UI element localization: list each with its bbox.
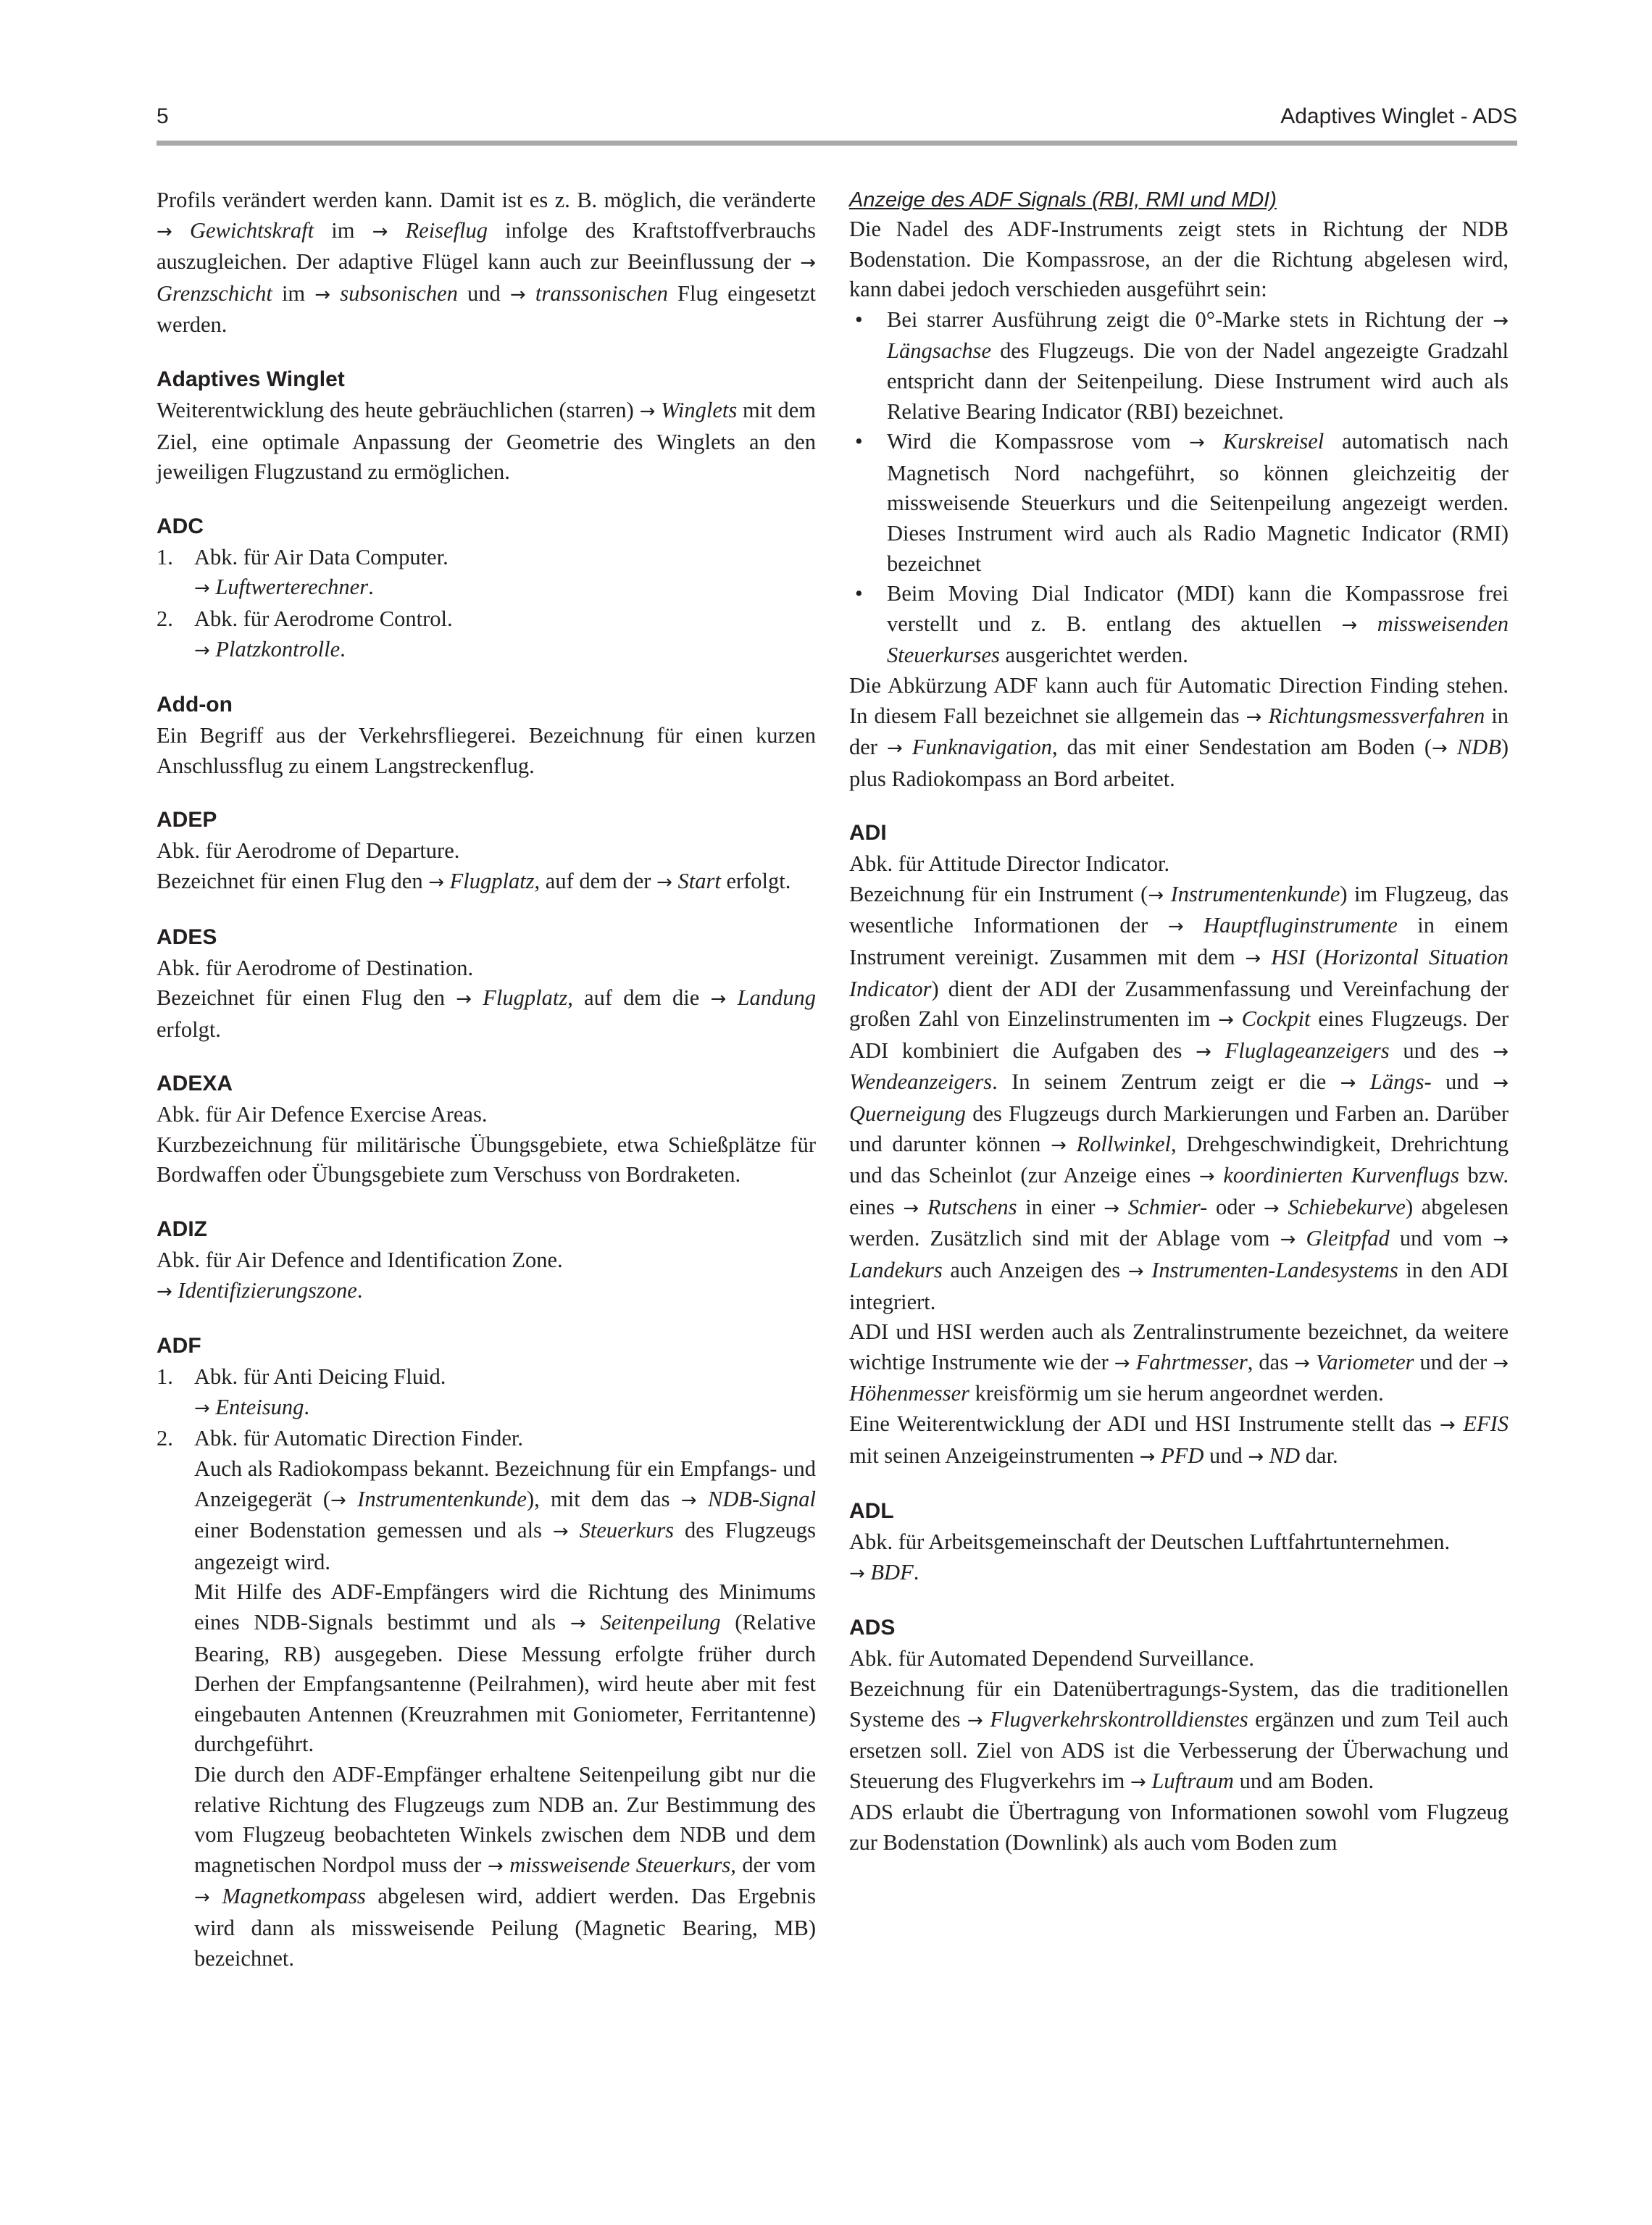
arrow-icon: →	[1439, 1414, 1456, 1436]
cross-reference[interactable]: Kurskreisel	[1222, 429, 1324, 454]
arrow-icon: →	[157, 1280, 172, 1303]
item-number: 1.	[157, 1364, 173, 1390]
cross-reference[interactable]: Luftraum	[1151, 1768, 1234, 1793]
bullet-item: • Wird die Kompassrose vom → Kurskreisel automatisch nach Magnetisch Nord nachgeführt, so können gleichzeitig der missweisende Steuerkurs und die Seitenpeilung angezeigt werden. Dieses Instrument wird auch als Radio Magnetic Indicator (RMI) bezeichnet	[849, 427, 1509, 579]
arrow-icon: →	[849, 1562, 865, 1585]
cross-reference[interactable]: Rutschens	[927, 1194, 1017, 1219]
cross-reference[interactable]: Cockpit	[1241, 1006, 1311, 1032]
arrow-icon: →	[1263, 1197, 1280, 1219]
cross-reference[interactable]: NDB	[1456, 735, 1501, 760]
cross-reference[interactable]: missweisende Steuerkurs	[509, 1852, 731, 1877]
arrow-icon: →	[1148, 884, 1164, 906]
cross-reference[interactable]: Richtungsmessverfahren	[1268, 703, 1485, 728]
arrow-icon: →	[157, 220, 172, 243]
paragraph: Profils verändert werden kann. Damit ist es z. B. möglich, die veränderte → Gewichtskraft im → Reiseflug infolge des Kraftstoffverbrauchs auszugleichen. Der adaptive Flügel kann auch zur Beeinflussung der → Grenzschicht im → subsonischen und → transsonischen Flug eingesetzt werden.	[157, 188, 817, 338]
cross-reference[interactable]: Magnetkompass	[222, 1884, 366, 1909]
cross-reference[interactable]: Längsachse	[887, 338, 992, 364]
headword: ADI	[849, 821, 887, 846]
paragraph: Bezeichnung für ein Datenübertragungs-System, das die traditionellen Systeme des → Flugverkehrskontrolldienstes ergänzen und zum Teil auch ersetzen soll. Ziel von ADS ist die Verbesserung der Überwachung und Steuerung des Flugverkehrs im → Luftraum und am Boden.	[849, 1676, 1509, 1793]
arrow-icon: →	[1493, 1229, 1509, 1251]
cross-reference[interactable]: Längs-	[1369, 1069, 1432, 1095]
cross-reference[interactable]: PFD	[1161, 1443, 1204, 1468]
cross-reference[interactable]: NDB-Signal	[707, 1486, 817, 1511]
arrow-icon: →	[1188, 432, 1205, 454]
arrow-icon: →	[1127, 1261, 1144, 1282]
cross-reference[interactable]: Horizontal Situation Indicator	[849, 945, 1509, 1001]
cross-reference[interactable]: Steuerkurs	[579, 1518, 675, 1543]
numbered-item: 2. Abk. für Aerodrome Control. → Platzkontrolle.	[157, 604, 816, 666]
cross-reference[interactable]: Funknavigation	[911, 735, 1052, 760]
cross-reference[interactable]: Enteisung	[215, 1394, 304, 1419]
arrow-icon: →	[1280, 1229, 1296, 1251]
cross-reference[interactable]: Platzkontrolle	[215, 636, 341, 661]
paragraph: → BDF.	[849, 1559, 919, 1585]
entry-ades	[157, 923, 816, 1045]
cross-reference[interactable]: Landung	[737, 985, 817, 1011]
cross-reference[interactable]: Schmier-	[1127, 1194, 1208, 1219]
arrow-icon: →	[639, 400, 656, 422]
cross-reference[interactable]: Seitenpeilung	[600, 1610, 721, 1635]
paragraph: Auch als Radiokompass bekannt. Bezeichnung für ein Empfangs- und Anzeigegerät (→ Instrumentenkunde), mit dem das → NDB-Signal einer Bodenstation gemessen und als → Steuerkurs des Flugzeugs angezeigt wird.	[194, 1456, 817, 1574]
paragraph: Abk. für Arbeitsgemeinschaft der Deutschen Luftfahrtunternehmen.	[849, 1529, 1451, 1555]
cross-reference[interactable]: Variometer	[1315, 1349, 1414, 1374]
paragraph: Die Nadel des ADF-Instruments zeigt stets in Richtung der NDB Bodenstation. Die Kompassrose, an der die Richtung abgelesen wird, kann dabei jedoch verschieden ausgeführt sein:	[849, 217, 1509, 302]
paragraph: Bezeichnung für ein Instrument (→ Instrumentenkunde) im Flugzeug, das wesentliche Informationen der → Hauptfluginstrumente in einem Instrument vereinigt. Zusammen mit dem → HSI (Horizontal Situation Indicator) dient der ADI der Zusammenfassung und Vereinfachung der großen Zahl von Einzelinstrumenten im → Cockpit eines Flugzeugs. Der ADI kombiniert die Aufgaben des → Fluglageanzeigers und des → Wendeanzeigers. In seinem Zentrum zeigt er die → Längs- und → Querneigung des Flugzeugs durch Markierungen und Farben an. Darüber und darunter können → Rollwinkel, Drehgeschwindigkeit, Drehrichtung und das Scheinlot (zur Anzeige eines → koordinierten Kurvenflugs bzw. eines → Rutschens in einer → Schmier- oder → Schiebekurve) abgelesen werden. Zusätzlich sind mit der Ablage vom → Gleitpfad und vom → Landekurs auch Anzeigen des → Instrumenten-Landesystems in den ADI integriert.	[849, 881, 1509, 1314]
paragraph: Mit Hilfe des ADF-Empfängers wird die Richtung des Minimums eines NDB-Signals bestimmt und als → Seitenpeilung (Relative Bearing, RB) ausgegeben. Diese Messung erfolgte früher durch Derhen der Empfangsantenne (Peilrahmen), wird heute aber mit fest eingebauten Antennen (Kreuzrahmen mit Goniometer, Ferritantenne) durchgeführt.	[194, 1579, 816, 1757]
arrow-icon: →	[1104, 1197, 1120, 1219]
entry-adf	[157, 1332, 816, 1974]
item-number: 1.	[157, 544, 173, 569]
entry-adl	[849, 1497, 1509, 1589]
arrow-icon: →	[428, 871, 444, 893]
header-rule	[157, 141, 1517, 146]
paragraph: Die durch den ADF-Empfänger erhaltene Seitenpeilung gibt nur die relative Richtung des Flugzeugs zum NDB an. Zur Bestimmung des vom Flugzeug beobachteten Winkels zwischen dem NDB und dem magnetischen Nordpol muss der → missweisende Steuerkurs, der vom → Magnetkompass abgelesen wird, addiert werden. Das Ergebnis wird dann als missweisende Peilung (Magnetic Bearing, MB) bezeichnet.	[194, 1761, 817, 1971]
paragraph: Abk. für Automated Dependend Surveillance.	[849, 1646, 1255, 1671]
entry-adaptives-winglet	[157, 365, 816, 488]
cross-reference[interactable]: Start	[677, 868, 721, 893]
arrow-icon: →	[1246, 706, 1262, 728]
numbered-item: 1. Abk. für Anti Deicing Fluid. → Enteisung.	[157, 1362, 816, 1424]
arrow-icon: →	[800, 252, 816, 275]
cross-reference[interactable]: Grenzschicht	[157, 280, 272, 306]
arrow-icon: →	[1493, 1040, 1509, 1063]
page-header	[157, 104, 1517, 133]
arrow-icon: →	[194, 1397, 210, 1419]
cross-reference[interactable]: Flugplatz	[483, 985, 568, 1011]
headword: ADS	[849, 1616, 896, 1640]
entry-adc	[157, 512, 816, 666]
entry-adi	[849, 819, 1509, 1472]
arrow-icon: →	[967, 1709, 983, 1732]
arrow-icon: →	[1294, 1352, 1310, 1374]
arrow-icon: →	[1167, 916, 1184, 938]
cross-reference[interactable]: Reiseflug	[405, 217, 488, 243]
paragraph: Abk. für Aerodrome of Departure.	[157, 838, 460, 864]
paragraph: Abk. für Aerodrome of Destination.	[157, 955, 474, 980]
cross-reference[interactable]: Instrumentenkunde	[1170, 881, 1340, 906]
cross-reference[interactable]: Fluglageanzeigers	[1225, 1038, 1390, 1063]
cross-reference[interactable]: Instrumentenkunde	[357, 1486, 527, 1511]
left-column	[157, 185, 816, 1998]
paragraph: Weiterentwicklung des heute gebräuchlichen (starren) → Winglets mit dem Ziel, eine optimale Anpassung der Geometrie des Winglets an den jeweiligen Flugzustand zu ermöglichen.	[157, 397, 817, 485]
item-number: 2.	[157, 1426, 173, 1451]
paragraph: Bezeichnet für einen Flug den → Flugplatz, auf dem die → Landung erfolgt.	[157, 985, 817, 1042]
bullet-item: • Beim Moving Dial Indicator (MDI) kann die Kompassrose frei verstellt und z. B. entlang des aktuellen → missweisenden Steuerkurses ausgerichtet werden.	[849, 579, 1509, 671]
running-title: Adaptives Winglet - ADS	[1280, 104, 1517, 128]
cross-reference[interactable]: Rollwinkel	[1076, 1131, 1171, 1156]
arrow-icon: →	[194, 639, 210, 661]
cross-reference[interactable]: Wendeanzeigers	[849, 1069, 993, 1095]
paragraph: Kurzbezeichnung für militärische Übungsgebiete, etwa Schießplätze für Bordwaffen oder Übungsgebiete zum Verschuss von Bordraketen.	[157, 1132, 816, 1187]
headword: ADL	[849, 1499, 894, 1524]
numbered-item: 1. Abk. für Air Data Computer. → Luftwerterechner.	[157, 543, 816, 604]
cross-reference[interactable]: Instrumenten-Landesystems	[1151, 1258, 1398, 1282]
paragraph: Abk. für Attitude Director Indicator.	[849, 851, 1170, 877]
cross-reference[interactable]: Identifizierungszone	[178, 1277, 357, 1303]
paragraph: ADS erlaubt die Übertragung von Informationen sowohl vom Flugzeug zur Bodenstation (Downlink) als auch vom Boden zum	[849, 1800, 1509, 1855]
arrow-icon: →	[330, 1489, 346, 1511]
cross-reference[interactable]: ND	[1269, 1443, 1301, 1468]
cross-reference[interactable]: Winglets	[661, 397, 738, 422]
entry-adexa	[157, 1069, 816, 1190]
arrow-icon: →	[1139, 1445, 1156, 1468]
cross-reference[interactable]: EFIS	[1463, 1411, 1509, 1436]
arrow-icon: →	[1493, 1072, 1509, 1095]
paragraph: Abk. für Air Defence and Identification Zone.	[157, 1248, 563, 1273]
headword: ADF	[157, 1334, 201, 1358]
paragraph: Ein Begriff aus der Verkehrsfliegerei. Bezeichnung für einen kurzen Anschlussflug zu einem Langstreckenflug.	[157, 723, 816, 778]
arrow-icon: →	[194, 1887, 210, 1909]
item-number: 2.	[157, 606, 173, 631]
entry-intro-continuation	[157, 185, 816, 341]
paragraph: Bezeichnet für einen Flug den → Flugplatz, auf dem der → Start erfolgt.	[157, 868, 791, 893]
paragraph: Abk. für Air Defence Exercise Areas.	[157, 1102, 488, 1127]
cross-reference[interactable]: BDF	[870, 1559, 914, 1585]
arrow-icon: →	[456, 988, 472, 1011]
arrow-icon: →	[487, 1855, 504, 1877]
cross-reference[interactable]: HSI	[1271, 945, 1306, 970]
arrow-icon: →	[903, 1197, 919, 1219]
arrow-icon: →	[1493, 309, 1509, 332]
arrow-icon: →	[194, 577, 210, 600]
headword: Adaptives Winglet	[157, 367, 345, 391]
cross-reference[interactable]: subsonischen	[340, 280, 458, 306]
arrow-icon: →	[886, 738, 903, 760]
cross-reference[interactable]: Schiebekurve	[1288, 1194, 1406, 1219]
paragraph: Die Abkürzung ADF kann auch für Automatic Direction Finding stehen. In diesem Fall bezeichnet sie allgemein das → Richtungsmessverfahren in der → Funknavigation, das mit einer Sendestation am Boden (→ NDB) plus Radiokompass an Bord arbeitet.	[849, 672, 1509, 791]
headword: ADC	[157, 514, 204, 538]
arrow-icon: →	[1130, 1771, 1146, 1793]
page-number: 5	[157, 104, 169, 128]
cross-reference[interactable]: Fahrtmesser	[1135, 1349, 1248, 1374]
paragraph: Eine Weiterentwicklung der ADI und HSI Instrumente stellt das → EFIS mit seinen Anzeigeinstrumenten → PFD und → ND dar.	[849, 1411, 1509, 1468]
arrow-icon: →	[1196, 1040, 1211, 1063]
cross-reference[interactable]: koordinierten Kurvenflugs	[1223, 1163, 1459, 1188]
entry-add-on	[157, 690, 816, 781]
arrow-icon: →	[1493, 1352, 1509, 1374]
arrow-icon: →	[509, 283, 526, 306]
arrow-icon: →	[1248, 1445, 1264, 1468]
arrow-icon: →	[656, 871, 672, 893]
headword: ADEXA	[157, 1072, 233, 1096]
arrow-icon: →	[1340, 1072, 1356, 1095]
cross-reference[interactable]: Höhenmesser	[849, 1381, 970, 1406]
arrow-icon: →	[1218, 1009, 1234, 1032]
right-column	[849, 185, 1509, 1883]
cross-reference[interactable]: transsonischen	[535, 280, 668, 306]
headword: Add-on	[157, 693, 233, 717]
arrow-icon: →	[680, 1489, 697, 1511]
paragraph: ADI und HSI werden auch als Zentralinstrumente bezeichnet, da weitere wichtige Instrumente wie der → Fahrtmesser, das → Variometer und der → Höhenmesser kreisförmig um sie herum angeordnet werden.	[849, 1319, 1509, 1406]
arrow-icon: →	[1341, 614, 1358, 636]
entry-adiz	[157, 1215, 816, 1307]
arrow-icon: →	[710, 988, 727, 1011]
arrow-icon: →	[570, 1613, 586, 1635]
cross-reference[interactable]: Luftwerterechner	[215, 575, 369, 600]
entry-adep	[157, 806, 816, 898]
cross-reference[interactable]: Flugverkehrskontrolldienstes	[990, 1706, 1248, 1732]
headword: ADES	[157, 924, 217, 949]
arrow-icon: →	[1114, 1352, 1130, 1374]
cross-reference[interactable]: Landekurs	[849, 1258, 943, 1282]
paragraph: → Identifizierungszone.	[157, 1277, 363, 1303]
entry-ads	[849, 1614, 1509, 1858]
bullet-item: • Bei starrer Ausführung zeigt die 0°-Marke stets in Richtung der → Längsachse des Flugzeugs. Die von der Nadel angezeigte Gradzahl entspricht dann der Seitenpeilung. Diese Instrument wird auch als Relative Bearing Indicator (RBI) bezeichnet.	[849, 305, 1509, 427]
headword: ADEP	[157, 808, 217, 832]
entry-adf-display	[849, 185, 1509, 794]
arrow-icon: →	[314, 283, 331, 306]
headword: ADIZ	[157, 1217, 207, 1242]
subheading: Anzeige des ADF Signals (RBI, RMI und MDI)	[849, 188, 1277, 212]
cross-reference[interactable]: missweisenden Steuerkurses	[887, 611, 1509, 668]
arrow-icon: →	[1245, 948, 1261, 970]
arrow-icon: →	[1051, 1134, 1067, 1156]
numbered-item: 2. Abk. für Automatic Direction Finder. Auch als Radiokompass bekannt. Bezeichnung für ein Empfangs- und Anzeigegerät (→ Instrumentenkunde), mit dem das → NDB-Signal einer Bodenstation gemessen und als → Steuerkurs des Flugzeugs angezeigt wird. Mit Hilfe des ADF-Empfängers wird die Richtung des Minimums eines NDB-Signals bestimmt und als → Seitenpeilung (Relative Bearing, RB) ausgegeben. Diese Messung erfolgte früher durch Derhen der Empfangsantenne (Peilrahmen), wird heute aber mit fest eingebauten Antennen (Kreuzrahmen mit Goniometer, Ferritantenne) durchgeführt. Die durch den ADF-Empfänger erhaltene Seitenpeilung gibt nur die relative Richtung des Flugzeugs zum NDB an. Zur Bestimmung des vom Flugzeug beobachteten Winkels zwischen dem NDB und dem magnetischen Nordpol muss der → missweisende Steuerkurs, der vom → Magnetkompass abgelesen wird, addiert werden. Das Ergebnis wird dann als missweisende Peilung (Magnetic Bearing, MB) bezeichnet.	[157, 1424, 816, 1974]
arrow-icon: →	[1198, 1166, 1215, 1188]
cross-reference[interactable]: Querneigung	[849, 1101, 966, 1127]
arrow-icon: →	[1432, 738, 1448, 760]
arrow-icon: →	[552, 1521, 569, 1543]
cross-reference[interactable]: Flugplatz	[449, 868, 535, 893]
arrow-icon: →	[372, 220, 388, 243]
cross-reference[interactable]: Gleitpfad	[1306, 1226, 1390, 1251]
cross-reference[interactable]: Gewichtskraft	[189, 217, 314, 243]
cross-reference[interactable]: Hauptfluginstrumente	[1203, 913, 1398, 938]
